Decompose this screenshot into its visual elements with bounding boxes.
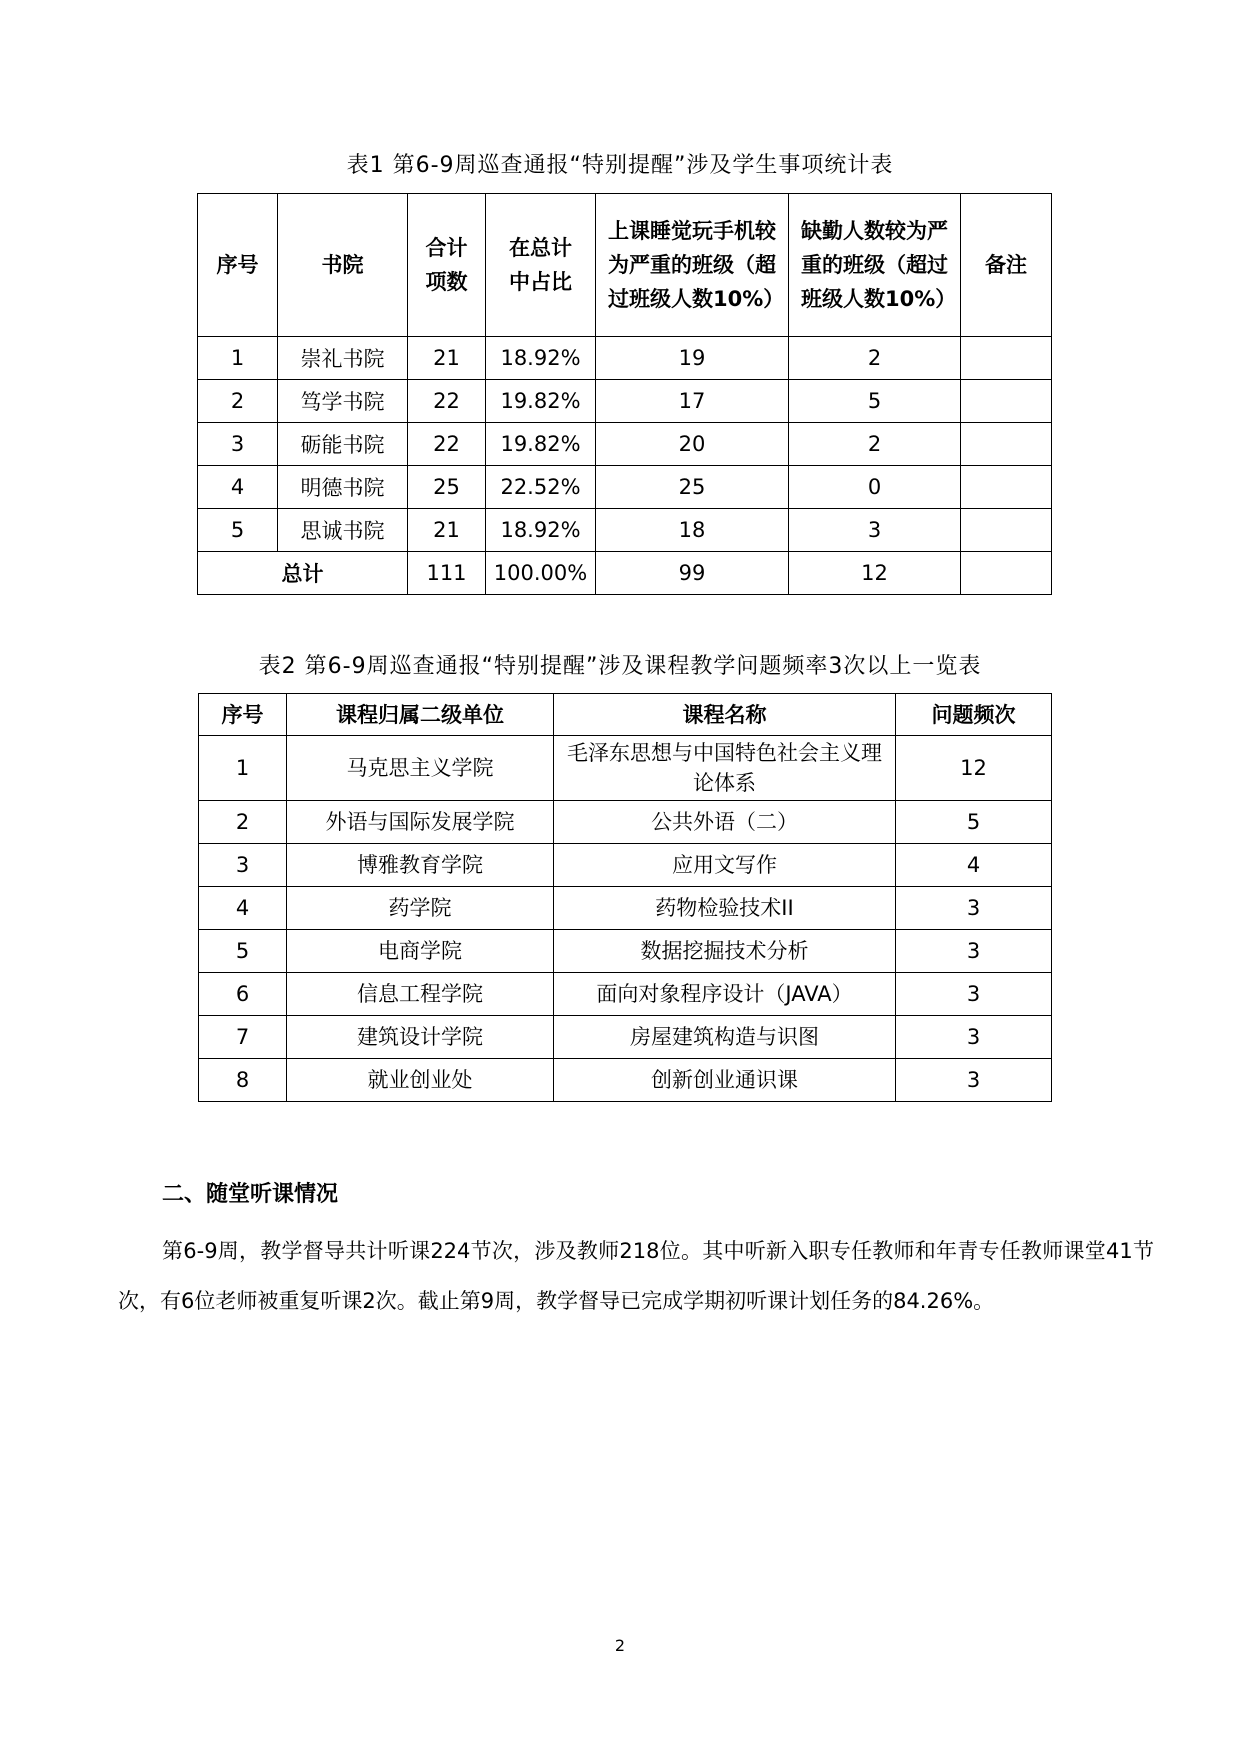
table-cell: [961, 380, 1052, 423]
table-cell: 3: [198, 423, 278, 466]
table-cell: 药学院: [287, 887, 554, 930]
table-cell: 25: [596, 466, 789, 509]
table-cell: 7: [199, 1016, 287, 1059]
table-cell: 5: [199, 930, 287, 973]
table-cell: 18.92%: [486, 337, 596, 380]
table1-caption: 表1 第6-9周巡查通报“特别提醒”涉及学生事项统计表: [346, 153, 894, 178]
table-cell: 信息工程学院: [287, 973, 554, 1016]
table-cell: 3: [896, 973, 1052, 1016]
table-cell: 5: [896, 801, 1052, 844]
table-row: [199, 844, 1052, 887]
table-cell: 3: [896, 1059, 1052, 1102]
table-cell: 19: [596, 337, 789, 380]
table-cell: 2: [789, 423, 961, 466]
table2-header-row: [199, 694, 1052, 736]
table-cell: 5: [789, 380, 961, 423]
table-cell: 砺能书院: [278, 423, 408, 466]
table-cell: 崇礼书院: [278, 337, 408, 380]
table-cell: 17: [596, 380, 789, 423]
table-row: [198, 509, 1052, 552]
table2-caption: 表2 第6-9周巡查通报“特别提醒”涉及课程教学问题频率3次以上一览表: [258, 654, 982, 679]
table1-header-absence-classes: 缺勤人数较为严重的班级（超过班级人数10%）: [789, 194, 961, 337]
table1-header-academy: 书院: [278, 194, 408, 337]
table-row: [199, 887, 1052, 930]
table-row: [199, 801, 1052, 844]
table-cell: 笃学书院: [278, 380, 408, 423]
table-cell: 电商学院: [287, 930, 554, 973]
table2-header-frequency: 问题频次: [896, 694, 1052, 736]
table-cell: 就业创业处: [287, 1059, 554, 1102]
table-cell: 3: [199, 844, 287, 887]
table-cell: 25: [408, 466, 486, 509]
table-cell: 19.82%: [486, 380, 596, 423]
table-cell: 公共外语（二）: [554, 801, 896, 844]
table1-total-percent: 100.00%: [486, 552, 596, 595]
table-cell: 建筑设计学院: [287, 1016, 554, 1059]
table1-header-count: 合计项数: [408, 194, 486, 337]
page-number: 2: [614, 1636, 626, 1655]
table1-header-sleep-classes: 上课睡觉玩手机较为严重的班级（超过班级人数10%）: [596, 194, 789, 337]
table1-total-note: [961, 552, 1052, 595]
table-cell: 2: [789, 337, 961, 380]
table-row: [198, 423, 1052, 466]
table-cell: 应用文写作: [554, 844, 896, 887]
table-cell: [961, 466, 1052, 509]
table-cell: 3: [896, 930, 1052, 973]
section-paragraph: 第6-9周，教学督导共计听课224节次，涉及教师218位。其中听新入职专任教师和年青专任教师课堂41节次，有6位老师被重复听课2次。截止第9周，教学督导已完成学期初听课计划任务的84.26%。: [118, 1239, 1154, 1313]
table-cell: 思诚书院: [278, 509, 408, 552]
table-row: [199, 930, 1052, 973]
table-cell: 马克思主义学院: [287, 736, 554, 801]
table1-total-label: 总计: [198, 552, 408, 595]
table-cell: 3: [896, 1016, 1052, 1059]
table-cell: [961, 423, 1052, 466]
table-cell: 数据挖掘技术分析: [554, 930, 896, 973]
table2-course-issues: [198, 693, 1052, 1102]
table-row: [199, 1059, 1052, 1102]
table1-header-index: 序号: [198, 194, 278, 337]
table-cell: 3: [896, 887, 1052, 930]
table-cell: 面向对象程序设计（JAVA）: [554, 973, 896, 1016]
table-cell: 4: [198, 466, 278, 509]
table-cell: 22.52%: [486, 466, 596, 509]
section-heading: 二、随堂听课情况: [162, 1182, 339, 1207]
table-row: [199, 1016, 1052, 1059]
table1-total-count: 111: [408, 552, 486, 595]
table-cell: 博雅教育学院: [287, 844, 554, 887]
table2-header-unit: 课程归属二级单位: [287, 694, 554, 736]
table1-header-row: [198, 194, 1052, 337]
table-cell: 1: [199, 736, 287, 801]
table-cell: 明德书院: [278, 466, 408, 509]
table-cell: 4: [199, 887, 287, 930]
table-row: [198, 337, 1052, 380]
table-cell: 4: [896, 844, 1052, 887]
table-cell: 18.92%: [486, 509, 596, 552]
table-cell: 0: [789, 466, 961, 509]
table1-total-sleep: 99: [596, 552, 789, 595]
table-cell: 2: [199, 801, 287, 844]
table-cell: 19.82%: [486, 423, 596, 466]
table-cell: 房屋建筑构造与识图: [554, 1016, 896, 1059]
table-cell: 22: [408, 380, 486, 423]
table-cell: 创新创业通识课: [554, 1059, 896, 1102]
table-cell: 药物检验技术II: [554, 887, 896, 930]
table-cell: 毛泽东思想与中国特色社会主义理论体系: [554, 736, 896, 801]
table-cell: 21: [408, 337, 486, 380]
table1-header-percent: 在总计中占比: [486, 194, 596, 337]
table-cell: 20: [596, 423, 789, 466]
table1-total-row: [198, 552, 1052, 595]
table-cell: 22: [408, 423, 486, 466]
table1-header-note: 备注: [961, 194, 1052, 337]
table-row: [198, 380, 1052, 423]
table-cell: [961, 337, 1052, 380]
table-cell: [961, 509, 1052, 552]
table-cell: 6: [199, 973, 287, 1016]
table1-academy-stats: [197, 193, 1052, 595]
table-row: [199, 973, 1052, 1016]
table1-total-absence: 12: [789, 552, 961, 595]
table-cell: 12: [896, 736, 1052, 801]
table2-header-course: 课程名称: [554, 694, 896, 736]
table-row: [199, 736, 1052, 801]
table2-header-index: 序号: [199, 694, 287, 736]
table-cell: 21: [408, 509, 486, 552]
table-row: [198, 466, 1052, 509]
table-cell: 2: [198, 380, 278, 423]
table-cell: 8: [199, 1059, 287, 1102]
table-cell: 外语与国际发展学院: [287, 801, 554, 844]
table-cell: 18: [596, 509, 789, 552]
table-cell: 5: [198, 509, 278, 552]
table-cell: 1: [198, 337, 278, 380]
table-cell: 3: [789, 509, 961, 552]
